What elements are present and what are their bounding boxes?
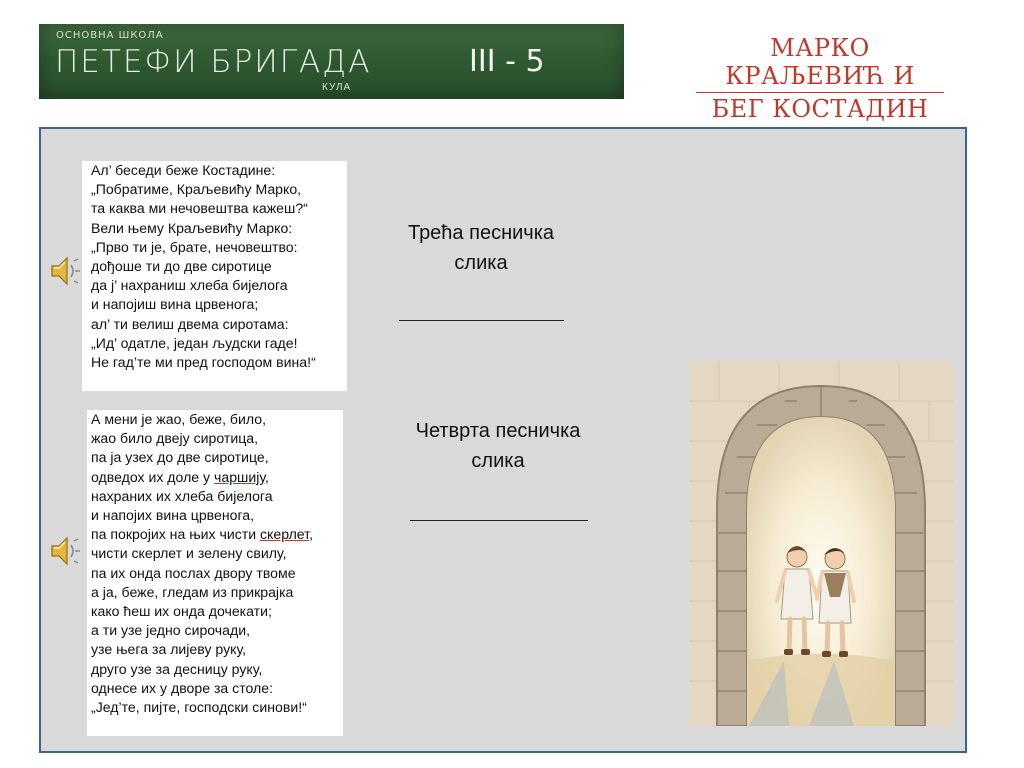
poem-line: А мени је жао, беже, било, <box>91 411 267 427</box>
title-line-1: МАРКО КРАЉЕВИЋ И <box>696 34 944 93</box>
grade-label: III - 5 <box>469 44 545 79</box>
caption-line: Четврта песничка <box>415 420 581 442</box>
poem-line: чисти скерлет и зелену свилу, <box>91 545 287 562</box>
school-name: ПЕТЕФИ БРИГАДА <box>55 44 372 80</box>
poem-text: па покројих на њих чисти <box>91 526 260 543</box>
poem-line: нахраних их хлеба бијелога <box>91 487 273 504</box>
speaker-icon[interactable] <box>49 254 81 288</box>
poem-line: да ј’ нахраниш хлеба бијелога <box>91 277 288 294</box>
poem-line: та каква ми нечовештва кажеш?“ <box>91 200 308 217</box>
poem-line: „Јед’те, пијте, господски синови!“ <box>91 699 307 716</box>
poem-line: „Побратиме, Краљевићу Марко, <box>91 181 302 198</box>
school-type-label: ОСНОВНА ШКОЛА <box>56 30 164 41</box>
poem-line: и напојиш вина црвенога; <box>91 296 259 313</box>
caption-line: Трећа песничка <box>407 222 555 244</box>
poem-line: жао било двеју сиротица, <box>91 430 259 447</box>
poem-line: и напојих вина црвенога, <box>91 507 255 524</box>
caption-line: слика <box>471 450 525 472</box>
poem-excerpt-2 <box>87 410 343 736</box>
page-title <box>696 34 944 123</box>
answer-blank-1[interactable] <box>399 320 564 321</box>
poem-line: „Прво ти је, брате, нечовештво: <box>91 238 298 255</box>
answer-blank-2[interactable] <box>410 520 588 521</box>
poem-line: па ја узех до две сиротице, <box>91 449 269 466</box>
title-line-2: БЕГ КОСТАДИН <box>711 95 929 123</box>
poem-line: а ти узе једно сирочади, <box>91 622 251 639</box>
poem-text: одведох их доле у <box>91 468 215 485</box>
poem-text: , <box>309 526 313 543</box>
poem-line: однесе их у дворе за столе: <box>91 679 274 696</box>
speaker-icon[interactable] <box>49 534 81 568</box>
poem-line <box>91 468 343 487</box>
caption-line: слика <box>454 252 508 274</box>
poem-line: па их онда послах двору твоме <box>91 564 296 581</box>
illustration-archway-children <box>689 361 953 726</box>
poem-line: Ал’ беседи беже Костадине: <box>91 162 276 178</box>
caption-third-image <box>381 218 581 278</box>
header-banner <box>39 24 624 99</box>
poem-line: дођоше ти до две сиротице <box>91 258 272 275</box>
poem-line: ал’ ти велиш двема сиротама: <box>91 315 289 332</box>
poem-line: „Ид’ одатле, један људски гаде! <box>91 334 298 351</box>
poem-excerpt-1 <box>82 161 347 391</box>
poem-line: узе њега за лијеву руку, <box>91 641 247 658</box>
school-city: КУЛА <box>322 82 352 93</box>
content-panel <box>39 127 967 753</box>
glossary-word-skerlet[interactable]: скерлет <box>260 526 310 543</box>
poem-text: , <box>264 468 269 485</box>
caption-fourth-image <box>392 416 604 476</box>
poem-line: друго узе за десницу руку, <box>91 660 263 677</box>
glossary-word-carsija[interactable]: чаршију <box>214 468 265 485</box>
poem-line <box>91 525 343 544</box>
poem-line: како ћеш их онда дочекати; <box>91 603 272 620</box>
poem-line: Вели њему Краљевићу Марко: <box>91 219 293 236</box>
poem-line: Не гад’те ми пред господом вина!“ <box>91 354 316 371</box>
poem-line: а ја, беже, гледам из прикрајка <box>91 583 294 600</box>
